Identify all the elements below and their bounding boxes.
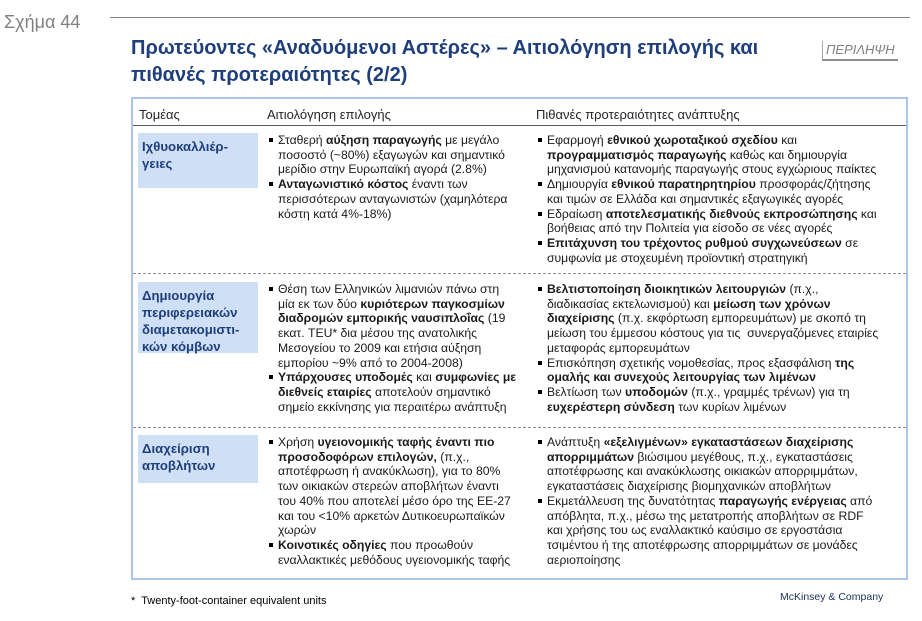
body-text: και (412, 370, 436, 385)
bullet-item (537, 494, 905, 568)
bullet-square-icon (269, 543, 273, 547)
bullet-item (268, 370, 530, 414)
bullet-item (537, 435, 905, 494)
bullet-line (278, 479, 530, 494)
top-rule (110, 17, 910, 18)
bullet-item (537, 385, 905, 414)
body-text: βιώσιμου μεγέθους, π.χ., εγκαταστάσεις (633, 449, 853, 464)
emphasis-text: Κοινοτικές οδηγίες (278, 537, 387, 552)
body-text: του 40% που αποτελεί μέσο όρο της ΕΕ-27 (278, 493, 511, 508)
body-text: Εδραίωση (547, 206, 606, 221)
body-text: μείωση του έμμεσου κόστους για τις συνεργαζόμενες εταιρίες (547, 326, 879, 341)
body-text: και του <10% αρκετών Δυτικοευρωπαϊκών (278, 508, 505, 523)
bullet-line (278, 509, 530, 524)
emphasis-text: διαδρομών εμπορικής ναυσιπλοΐας (278, 311, 485, 326)
body-text: εναλλακτικές μεθόδους υγειονομικής ταφής (278, 552, 511, 567)
body-text: απόβλητα, π.χ., μέσω της μετατροπής αποβλήτων σε RDF (547, 508, 864, 523)
bullet-square-icon (538, 182, 542, 186)
bullet-line (278, 356, 530, 371)
bullet-square-icon (538, 287, 542, 291)
body-text: έναντι των (408, 177, 468, 192)
bullet-line (547, 341, 905, 356)
bullet-line (547, 192, 905, 207)
emphasis-text: αποτελεσματικής διεθνούς εκπροσώπησης (605, 206, 858, 221)
bullet-line (547, 297, 905, 312)
emphasis-text: απορριμμάτων (547, 449, 634, 464)
bullet-line (547, 356, 905, 371)
bullet-line (278, 341, 530, 356)
body-text: σημείο εκκίνησης για περαιτέρω ανάπτυξη (278, 399, 507, 414)
body-text: που προωθούν (386, 537, 474, 552)
body-text: μερίδιο στην Ευρωπαϊκή αγορά (2.8%) (278, 162, 487, 177)
emphasis-text: Βελτιστοποίηση διοικητικών λειτουργιών (547, 282, 787, 296)
body-text: ποσοστό (~80%) εξαγωγών και σημαντικό (278, 147, 505, 162)
body-text: αποτελούν σημαντικό (371, 384, 491, 399)
body-text: από (846, 493, 873, 508)
bullet-line (547, 509, 905, 524)
body-text: διαδικασίας εκτελωνισμού) και (547, 296, 714, 311)
body-text: (π.χ., (786, 282, 819, 296)
bullet-square-icon (269, 440, 273, 444)
bullet-item (537, 282, 905, 356)
title-line: Πρωτεύοντες «Αναδυόμενοι Αστέρες» – Αιτιολόγηση επιλογής και (131, 37, 759, 59)
bullet-line (547, 400, 905, 415)
bullet-square-icon (269, 138, 273, 142)
bullet-line (547, 221, 905, 236)
emphasis-text: ομαλής και συνεχούς λειτουργίας των λιμένων (547, 370, 816, 385)
bullet-line (278, 133, 530, 148)
footnote: * Twenty-foot-container equivalent units (131, 595, 327, 607)
sector-label-waste-management (138, 435, 258, 483)
bullet-line (278, 282, 530, 297)
rationale-list (268, 133, 530, 221)
bullet-line (278, 162, 530, 177)
body-text: Χρήση (278, 435, 318, 449)
bullet-square-icon (538, 212, 542, 216)
bullet-square-icon (538, 361, 542, 365)
sector-label-line: Δημιουργία (142, 288, 215, 303)
body-text: (19 (484, 311, 506, 326)
bullet-square-icon (269, 375, 273, 379)
bullet-square-icon (269, 182, 273, 186)
body-text: Εφαρμογή (547, 133, 608, 147)
bullet-item (537, 133, 905, 177)
emphasis-text: συμφωνίες με (435, 370, 517, 385)
header-priorities: Πιθανές προτεραιότητες ανάπτυξης (536, 107, 740, 122)
emphasis-text: διεθνείς εταιρίες (278, 384, 372, 399)
sector-label-line: αποβλήτων (142, 458, 216, 473)
bullet-line (547, 162, 905, 177)
body-text: αποτέφρωση ή ανακύκλωση), για το 80% (278, 464, 501, 479)
bullet-line (547, 148, 905, 163)
bullet-line (278, 148, 530, 163)
bullet-line (547, 479, 905, 494)
body-text: Θέση των Ελληνικών λιμανιών πάνω στη (278, 282, 500, 296)
body-text: Ανάπτυξη (547, 435, 604, 449)
header-sector: Τομέας (139, 107, 180, 122)
emphasis-text: προσοδοφόρων επιλογών, (278, 449, 437, 464)
bullet-line (278, 326, 530, 341)
body-text: (π.χ. εκφόρτωση εμπορευμάτων) με σκοπό τη (614, 311, 866, 326)
body-text: μία εκ των δύο (278, 296, 361, 311)
bullet-item (268, 435, 530, 538)
emphasis-text: της (834, 355, 855, 370)
sector-label-line: περιφερειακών (142, 305, 238, 320)
bullet-square-icon (538, 499, 542, 503)
page-title (131, 35, 758, 89)
bullet-item (537, 207, 905, 236)
sector-label-line: διαμετακομιστι- (142, 322, 240, 337)
bullet-line (547, 236, 905, 251)
body-text: εκατ. TEU* δια μέσου της ανατολικής (278, 326, 478, 341)
bullet-item (537, 177, 905, 206)
bullet-line (547, 464, 905, 479)
body-text: αεριοποίησης (547, 552, 621, 567)
priorities-list (537, 133, 905, 265)
body-text: Βελτίωση των (547, 384, 626, 399)
bullet-line (547, 133, 905, 148)
title-line: πιθανές προτεραιότητες (2/2) (131, 64, 408, 86)
bullet-line (278, 464, 530, 479)
bullet-line (278, 553, 530, 568)
body-text: των οικιακών στερεών αποβλήτων έναντι (278, 479, 499, 494)
emphasis-text: Ανταγωνιστικό κόστος (278, 177, 409, 192)
bullet-square-icon (538, 440, 542, 444)
sector-label-line: κών κόμβων (142, 339, 221, 354)
bullet-line (547, 538, 905, 553)
sector-label-line: Ιχθυοκαλλιέρ- (142, 139, 228, 154)
bullet-line (547, 523, 905, 538)
sector-label-transit-hubs (138, 282, 258, 353)
bullet-item (268, 282, 530, 370)
bullet-square-icon (538, 138, 542, 142)
bullet-line (278, 450, 530, 465)
emphasis-text: διαχείρισης (547, 311, 615, 326)
body-text: εγκαταστάσεις διαχείρισης βιομηχανικών αποβλήτων (547, 479, 831, 494)
body-text: και τιμών σε Ελλάδα και σημαντικές εξαγωγικές αγορές (547, 191, 844, 206)
emphasis-text: μείωση των χρόνων (713, 296, 831, 311)
bullet-item (268, 538, 530, 567)
rationale-list (268, 282, 530, 414)
bullet-line (278, 385, 530, 400)
bullet-item (537, 236, 905, 265)
body-text: Εκμετάλλευση της δυνατότητας (547, 493, 719, 508)
body-text: με μεγάλο (441, 133, 500, 147)
body-text: και (857, 206, 877, 221)
bullet-line (547, 494, 905, 509)
body-text: κόστη κατά 4%-18%) (278, 206, 392, 221)
emphasis-text: αύξηση παραγωγής (325, 133, 442, 147)
brand-name: McKinsey & Company (780, 591, 884, 603)
bullet-line (278, 523, 530, 538)
bullet-line (278, 297, 530, 312)
bullet-square-icon (538, 390, 542, 394)
bullet-line (278, 370, 530, 385)
bullet-line (278, 538, 530, 553)
body-text: συμφωνία με στοχευμένη προϊοντική στρατηγική (547, 250, 808, 265)
bullet-line (547, 370, 905, 385)
bullet-line (278, 207, 530, 222)
bullet-line (547, 385, 905, 400)
bullet-line (547, 207, 905, 222)
bullet-line (278, 311, 530, 326)
sector-label-aquaculture (138, 133, 258, 188)
bullet-line (547, 553, 905, 568)
body-text: προσφοράς/ζήτησης (755, 177, 871, 192)
body-text: καθώς και δημιουργία (726, 147, 847, 162)
body-text: των κυρίων λιμένων (674, 399, 787, 414)
bullet-item (268, 177, 530, 221)
priorities-list (537, 282, 905, 414)
body-text: περισσότερων ανταγωνιστών (χαμηλότερα (278, 191, 508, 206)
body-text: Επισκόπηση σχετικής νομοθεσίας, προς εξασφάλιση (547, 355, 835, 370)
bullet-square-icon (538, 241, 542, 245)
bullet-item (537, 356, 905, 385)
body-text: σε (841, 235, 859, 250)
body-text: και (777, 133, 797, 147)
header-rationale: Αιτιολόγηση επιλογής (267, 107, 391, 122)
figure-label: Σχήμα 44 (4, 12, 81, 32)
body-text: και χρήσης του ως εναλλακτικό καύσιμο σε εργοστάσια (547, 523, 843, 538)
bullet-line (547, 450, 905, 465)
emphasis-text: υγειονομικής ταφής έναντι πιο (317, 435, 495, 449)
bullet-line (547, 326, 905, 341)
header-rule (133, 125, 906, 126)
bullet-line (547, 177, 905, 192)
body-text: Σταθερή (278, 133, 326, 147)
row-separator (133, 427, 906, 428)
row-separator (133, 273, 906, 274)
bullet-line (278, 192, 530, 207)
bullet-line (547, 311, 905, 326)
body-text: χωρών (278, 523, 317, 538)
body-text: (π.χ., (436, 449, 470, 464)
emphasis-text: Επιτάχυνση του τρέχοντος ρυθμού συγχωνεύσεων (547, 235, 842, 250)
bullet-square-icon (269, 287, 273, 291)
body-text: (π.χ., γραμμές τρένων) για τη (687, 384, 850, 399)
body-text: τσιμέντου ή της αποτέφρωσης απορριμμάτων σε μονάδες (547, 537, 858, 552)
bullet-line (278, 400, 530, 415)
emphasis-text: ευχερέστερη σύνδεση (547, 399, 675, 414)
emphasis-text: εθνικού χωροταξικού σχεδίου (607, 133, 778, 147)
body-text: Δημιουργία (547, 177, 612, 192)
emphasis-text: προγραμματισμός παραγωγής (547, 147, 727, 162)
body-text: μηχανισμού κατανομής παραγωγής στους εγχώριους παίκτες (547, 162, 877, 177)
rationale-list (268, 435, 530, 567)
priorities-list (537, 435, 905, 567)
body-text: εμπορίου ~9% από το 2004-2008) (278, 355, 463, 370)
body-text: αποτέφρωσης και ανακύκλωσης οικιακών απορριμμάτων, (547, 464, 858, 479)
bullet-line (547, 251, 905, 266)
emphasis-text: κυριότερων παγκοσμίων (360, 296, 505, 311)
body-text: μεταφοράς εμπορευμάτων (547, 340, 690, 355)
bullet-line (547, 282, 905, 297)
emphasis-text: υποδομών (625, 384, 688, 399)
emphasis-text: παραγωγής ενέργειας (718, 493, 847, 508)
emphasis-text: Υπάρχουσες υποδομές (278, 370, 413, 385)
sector-label-line: γειες (142, 156, 173, 171)
bullet-line (278, 494, 530, 509)
body-text: Μεσογείου το 2009 και ετήσια αύξηση (278, 340, 482, 355)
bullet-line (278, 177, 530, 192)
emphasis-text: εθνικού παρατηρητηρίου (611, 177, 756, 192)
bullet-line (547, 435, 905, 450)
bullet-line (278, 435, 530, 450)
body-text: βοήθειας από την Πολιτεία για είσοδο σε νέες αγορές (547, 221, 833, 236)
sector-label-line: Διαχείριση (142, 441, 210, 456)
summary-tag: ΠΕΡΙΛΗΨΗ (822, 41, 898, 61)
emphasis-text: «εξελιγμένων» εγκαταστάσεων διαχείρισης (603, 435, 854, 449)
bullet-item (268, 133, 530, 177)
